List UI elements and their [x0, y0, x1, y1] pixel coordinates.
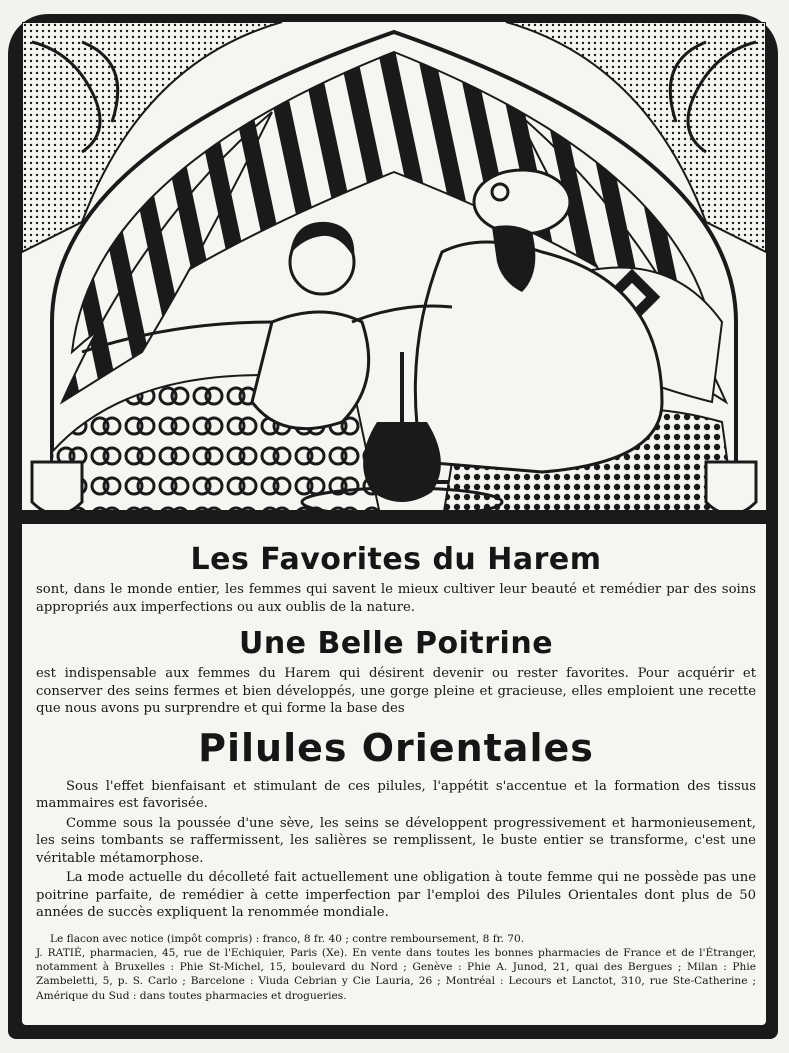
headline-pilules-orientales: Pilules Orientales: [198, 725, 594, 770]
hookah: [363, 422, 441, 502]
price-and-distributors: [36, 932, 756, 1003]
body-paragraph: Sous l'effet bienfaisant et stimulant de ces pilules, l'appétit s'accentue et la formation des tissus mammaires est favorisée.: [36, 778, 756, 811]
price-line: Le flacon avec notice (impôt compris) : franco, 8 fr. 40 ; contre remboursement, 8 fr. 70.: [50, 932, 525, 945]
advertisement-text: [36, 538, 756, 1030]
headline-belle-poitrine: Une Belle Poitrine: [238, 626, 554, 661]
harem-illustration: [22, 22, 766, 524]
illustration-svg: [22, 22, 766, 524]
reclining-woman: [252, 312, 369, 429]
headline-favorites: Les Favorites du Harem: [190, 542, 602, 577]
body-paragraph: Comme sous la poussée d'une sève, les seins se développent progressivement et harmonieusement, les seins tombants se raffermissent, les salières se remplissent, le buste entier se transforme, c'est une véritable métamorphose.: [36, 815, 756, 866]
body-paragraph: La mode actuelle du décolleté fait actuellement une obligation à toute femme qui ne possède pas une poitrine parfaite, de remédier à cette imperfection par l'emploi des Pilules Orientales dont plus de 50 années de succès expliquent la renommée mondiale.: [36, 870, 756, 920]
turban: [474, 170, 570, 234]
distributor-line: J. RATIÉ, pharmacien, 45, rue de l'Echiquier, Paris (Xe). En vente dans toutes les bonnes pharmacies de France et de l'Étranger, notamment à Bruxelles : Phie St-Michel, 15, boulevard du Nord ; Genève : Phie A. Junod, 21, quai des Bergues ; Milan : Phie Zambeletti, 5, p. S. Carlo ; Barcelone : Viuda Cebrian y Cie Lauria, 26 ; Montréal : Lecours et Lanctot, 310, rue Ste-Catherine ; Amérique du Sud : dans toutes pharmacies et drogueries.: [36, 946, 756, 1002]
second-paragraph: est indispensable aux femmes du Harem qui désirent devenir ou rester favorites. Pour acquérir et conserver des seins fermes et bien développés, une gorge pleine et gracieuse, elles emploient une recette que nous avons pu surprendre et qui forme la base des: [36, 666, 756, 716]
intro-paragraph: sont, dans le monde entier, les femmes qui savent le mieux cultiver leur beauté et remédier par des soins appropriés aux imperfections ou aux oublis de la nature.: [36, 582, 756, 615]
